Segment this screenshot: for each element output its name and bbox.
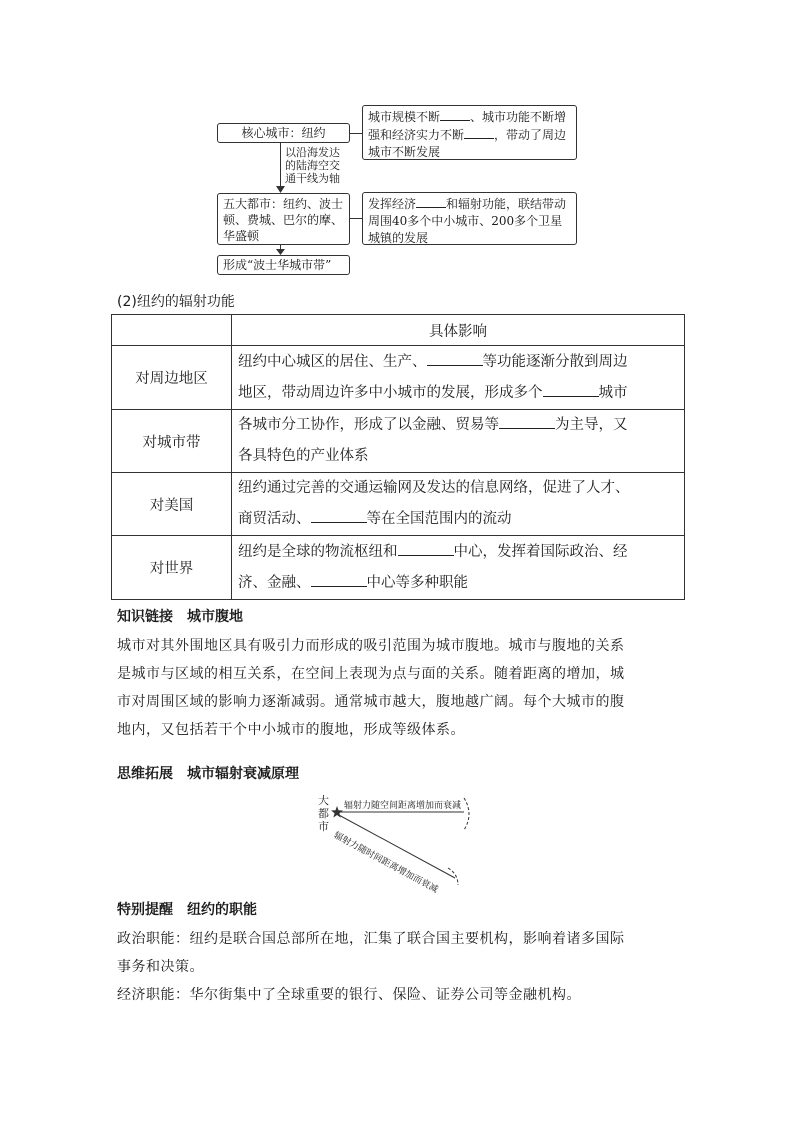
connector-line (350, 218, 362, 219)
temporal-decay-label: 辐射力随时间距离增加而衰减 (331, 830, 440, 896)
table-row: 对美国 纽约通过完善的交通运输网及发达的信息网络，促进了人才、 商贸活动、 等在全国范围内的流动 (112, 473, 685, 536)
flow-arrow-line (280, 143, 281, 190)
five-cities-box: 五大都市：纽约、波士 顿、费城、巴尔的摩、 华盛顿 (217, 193, 350, 245)
row-label: 对美国 (112, 473, 232, 536)
row-label: 对周边地区 (112, 346, 232, 410)
answer-blank (311, 508, 367, 523)
arrow-down-icon (276, 186, 285, 193)
section-title: (2)纽约的辐射功能 (117, 294, 235, 310)
knowledge-paragraph: 城市对其外围地区具有吸引力而形成的吸引范围为城市腹地。城市与腹地的关系 是城市与区域的相互关系，在空间上表现为点与面的关系。随着距离的增加，城 市对周围区域的影响力逐渐减弱。通常城市越大，腹地越广阔。每个大城市的腹 地内，又包括若干个中小城市的腹地，形成等级体系。 (117, 638, 625, 738)
table-row: 对周边地区 纽约中心城区的居住、生产、 等功能逐渐分散到周边 地区，带动周边许多中小城市的发展，形成多个 城市 (112, 346, 685, 410)
answer-blank (440, 108, 470, 121)
connector-line (350, 133, 362, 134)
radiation-diagram (318, 790, 478, 896)
answer-blank (499, 414, 555, 429)
answer-blank (427, 351, 483, 366)
star-icon (331, 806, 343, 818)
answer-blank (464, 126, 494, 139)
knowledge-title: 知识链接 城市腹地 (117, 609, 243, 625)
city-growth-note-box: 城市规模不断 、城市功能不断增 强和经济实力不断 ，带动了周边 城市不断发展 (362, 105, 577, 160)
core-city-box (217, 123, 350, 143)
answer-blank (416, 195, 446, 208)
core-city-label: 核心城市：纽约 (241, 126, 326, 140)
metropolis-label: 大 都 市 (318, 794, 329, 833)
table-corner-cell (112, 315, 232, 346)
answer-blank (311, 572, 367, 587)
answer-blank (398, 541, 454, 556)
special-paragraph: 政治职能：纽约是联合国总部所在地，汇集了联合国主要机构，影响着诸多国际 事务和决策。 经济职能：华尔街集中了全球重要的银行、保险、证券公司等金融机构。 (117, 931, 625, 1003)
radiation-function-table (111, 314, 685, 600)
table-row: 对世界 纽约是全球的物流枢纽和 中心，发挥着国际政治、经 济、金融、 中心等多种职能 (112, 536, 685, 600)
table-row: 对城市带 各城市分工协作，形成了以金融、贸易等 为主导，又 各具特色的产业体系 (112, 410, 685, 473)
result-box: 形成“波士华城市带” (217, 255, 350, 275)
axis-label: 以沿海发达 的陆海空交 通干线为轴 (285, 146, 340, 185)
radiation-note-box: 发挥经济 和辐射功能，联结带动 周围40多个中小城市、200多个卫星 城镇的发展 (362, 192, 577, 245)
thinking-title: 思维拓展 城市辐射衰减原理 (117, 766, 299, 782)
special-title: 特别提醒 纽约的职能 (117, 902, 257, 918)
row-label: 对城市带 (112, 410, 232, 473)
spatial-decay-label: 辐射力随空间距离增加而衰减 (344, 801, 462, 811)
answer-blank (543, 382, 599, 397)
row-label: 对世界 (112, 536, 232, 600)
table-header: 具体影响 (232, 315, 685, 346)
